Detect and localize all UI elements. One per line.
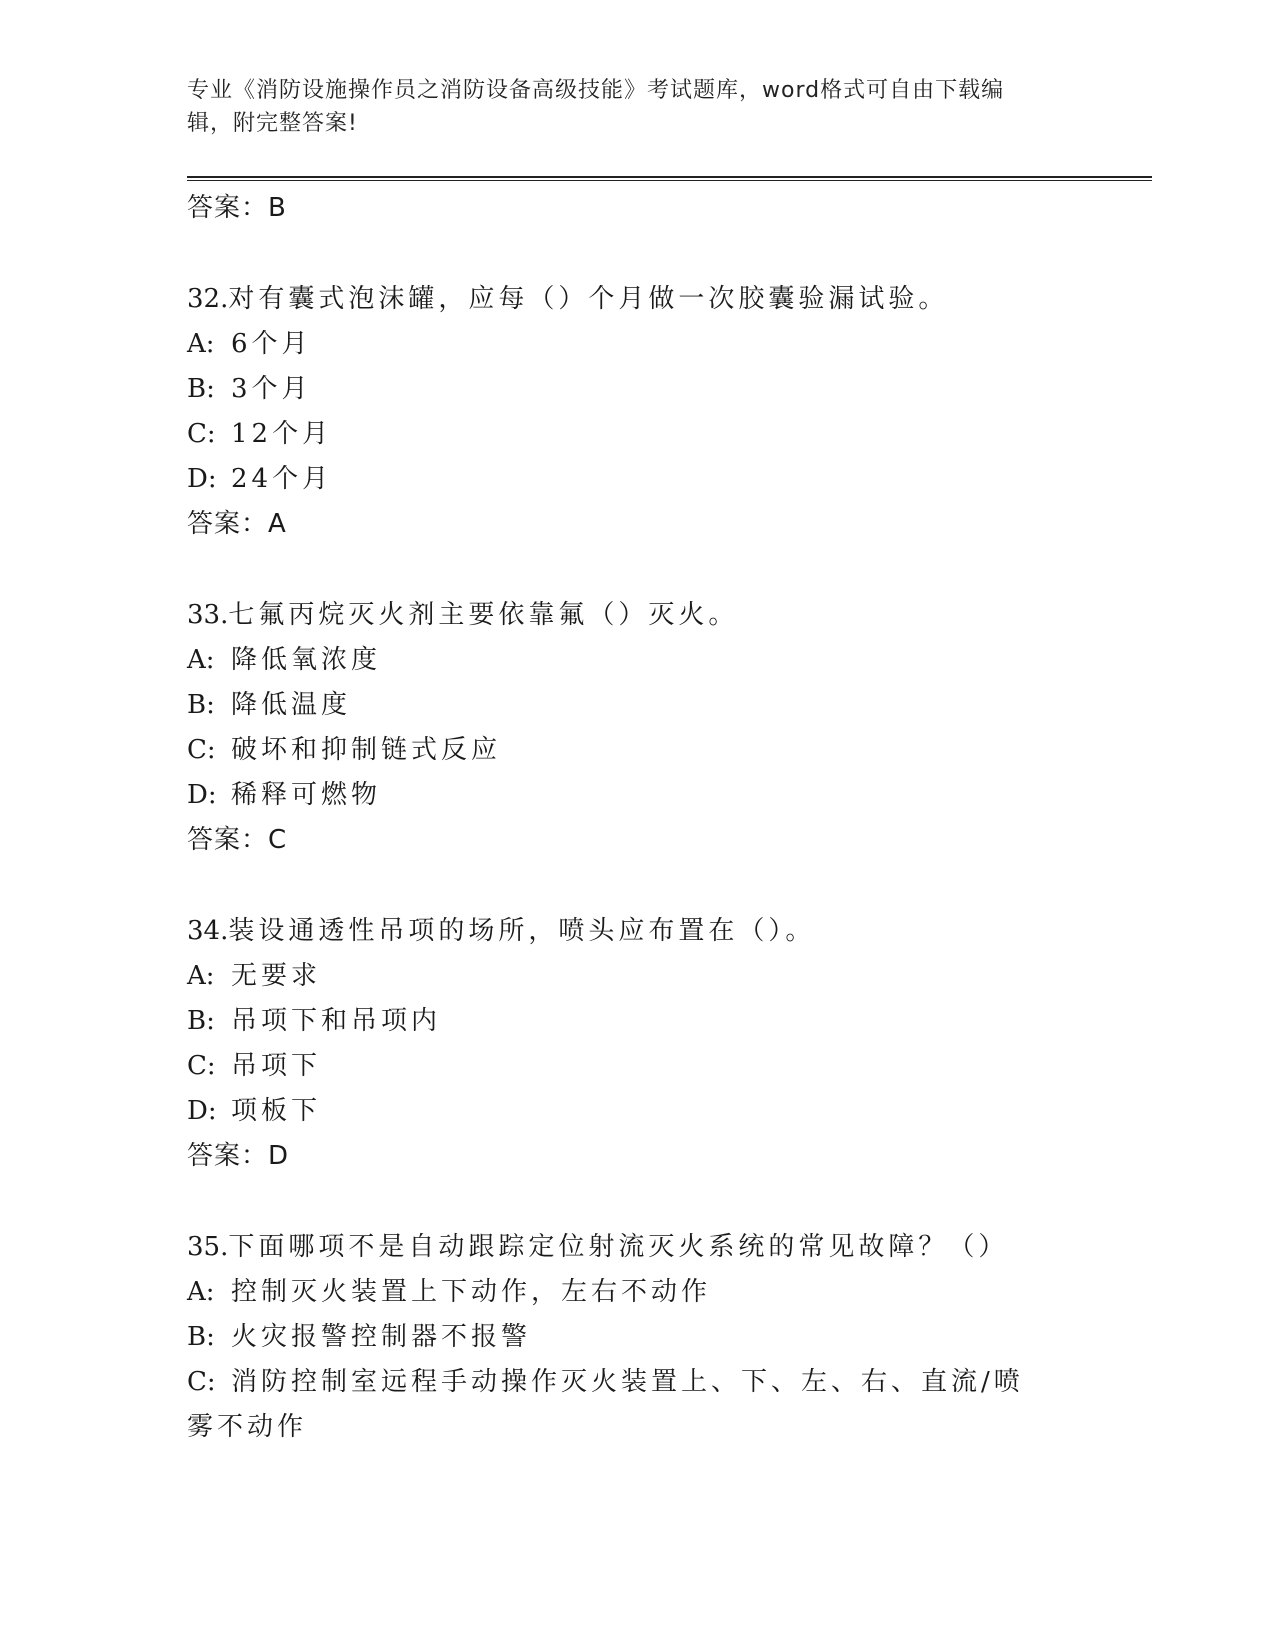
question-block bbox=[187, 1225, 1087, 1450]
question-text: 34.装设通透性吊项的场所，喷头应布置在（）。 bbox=[187, 916, 816, 946]
question-text: 33.七氟丙烷灭火剂主要依靠氟（）灭火。 bbox=[187, 600, 739, 630]
question-block bbox=[187, 593, 1087, 863]
question-text: 35.下面哪项不是自动跟踪定位射流灭火系统的常见故障？（） bbox=[187, 1232, 1009, 1262]
question-block bbox=[187, 909, 1087, 1179]
option-c: C: 吊项下 bbox=[187, 1051, 322, 1081]
option-b: B: 吊项下和吊项内 bbox=[187, 1006, 442, 1036]
option-d: D: 项板下 bbox=[187, 1096, 322, 1126]
question-block bbox=[187, 277, 1087, 547]
option-a: A: 6个月 bbox=[187, 329, 312, 359]
option-d: D: 稀释可燃物 bbox=[187, 780, 382, 810]
option-b: B: 3个月 bbox=[187, 374, 312, 404]
question-text: 32.对有囊式泡沫罐，应每（）个月做一次胶囊验漏试验。 bbox=[187, 284, 949, 314]
header-line-1: 专业《消防设施操作员之消防设备高级技能》考试题库，word格式可自由下载编 bbox=[187, 78, 1005, 103]
option-a: A: 降低氧浓度 bbox=[187, 645, 382, 675]
option-c: C: 消防控制室远程手动操作灭火装置上、下、左、右、直流/喷雾不动作 bbox=[187, 1367, 1024, 1442]
option-b: B: 火灾报警控制器不报警 bbox=[187, 1322, 532, 1352]
option-a: A: 无要求 bbox=[187, 961, 322, 991]
answer-line: 答案：D bbox=[187, 1141, 290, 1171]
option-a: A: 控制灭火装置上下动作，左右不动作 bbox=[187, 1277, 712, 1307]
option-c: C: 12个月 bbox=[187, 419, 333, 449]
question-list bbox=[187, 186, 1087, 1450]
document-header bbox=[187, 74, 1067, 140]
option-b: B: 降低温度 bbox=[187, 690, 352, 720]
answer-line: 答案：B bbox=[187, 193, 287, 223]
option-c: C: 破坏和抑制链式反应 bbox=[187, 735, 502, 765]
option-d: D: 24个月 bbox=[187, 464, 333, 494]
answer-line: 答案：A bbox=[187, 509, 287, 539]
answer-line: 答案：C bbox=[187, 825, 288, 855]
header-divider bbox=[187, 176, 1152, 181]
header-line-2: 辑，附完整答案! bbox=[187, 111, 358, 136]
